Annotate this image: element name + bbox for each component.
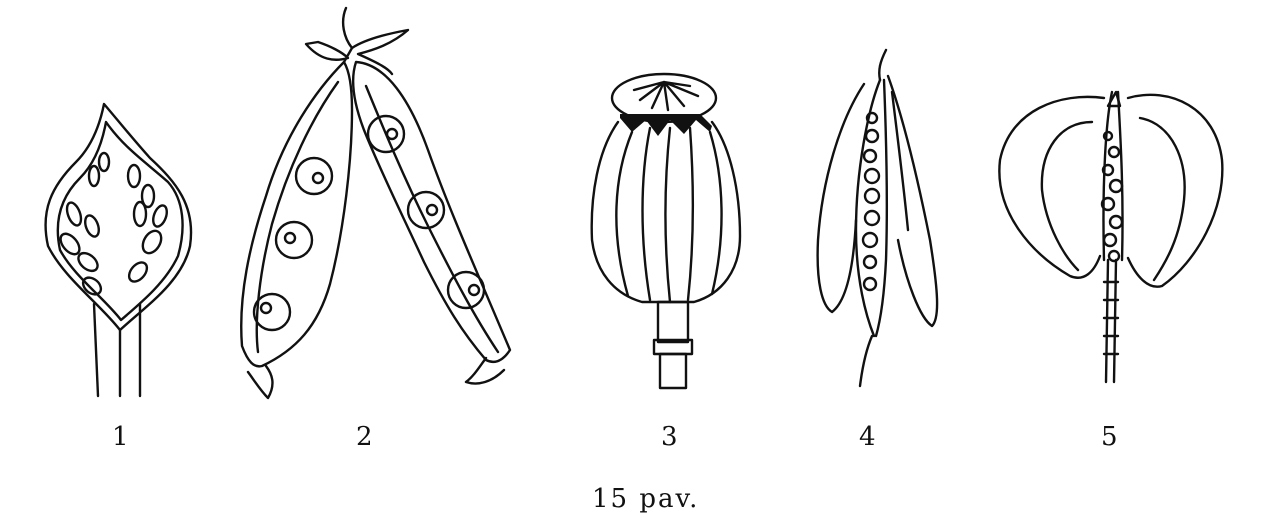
poppy-capsule-drawing xyxy=(592,74,740,388)
follicle-fruit-drawing xyxy=(46,104,192,396)
figure-number-4: 4 xyxy=(859,422,876,452)
silique-fruit-drawing xyxy=(818,50,937,386)
figure-number-1: 1 xyxy=(112,422,129,452)
figure-number-2: 2 xyxy=(356,422,373,452)
figure-caption: 15 pav. xyxy=(592,484,700,514)
figure-number-3: 3 xyxy=(661,422,678,452)
legume-pod-drawing xyxy=(241,8,510,398)
figure-number-5: 5 xyxy=(1101,422,1118,452)
silicle-fruit-drawing xyxy=(999,92,1222,382)
